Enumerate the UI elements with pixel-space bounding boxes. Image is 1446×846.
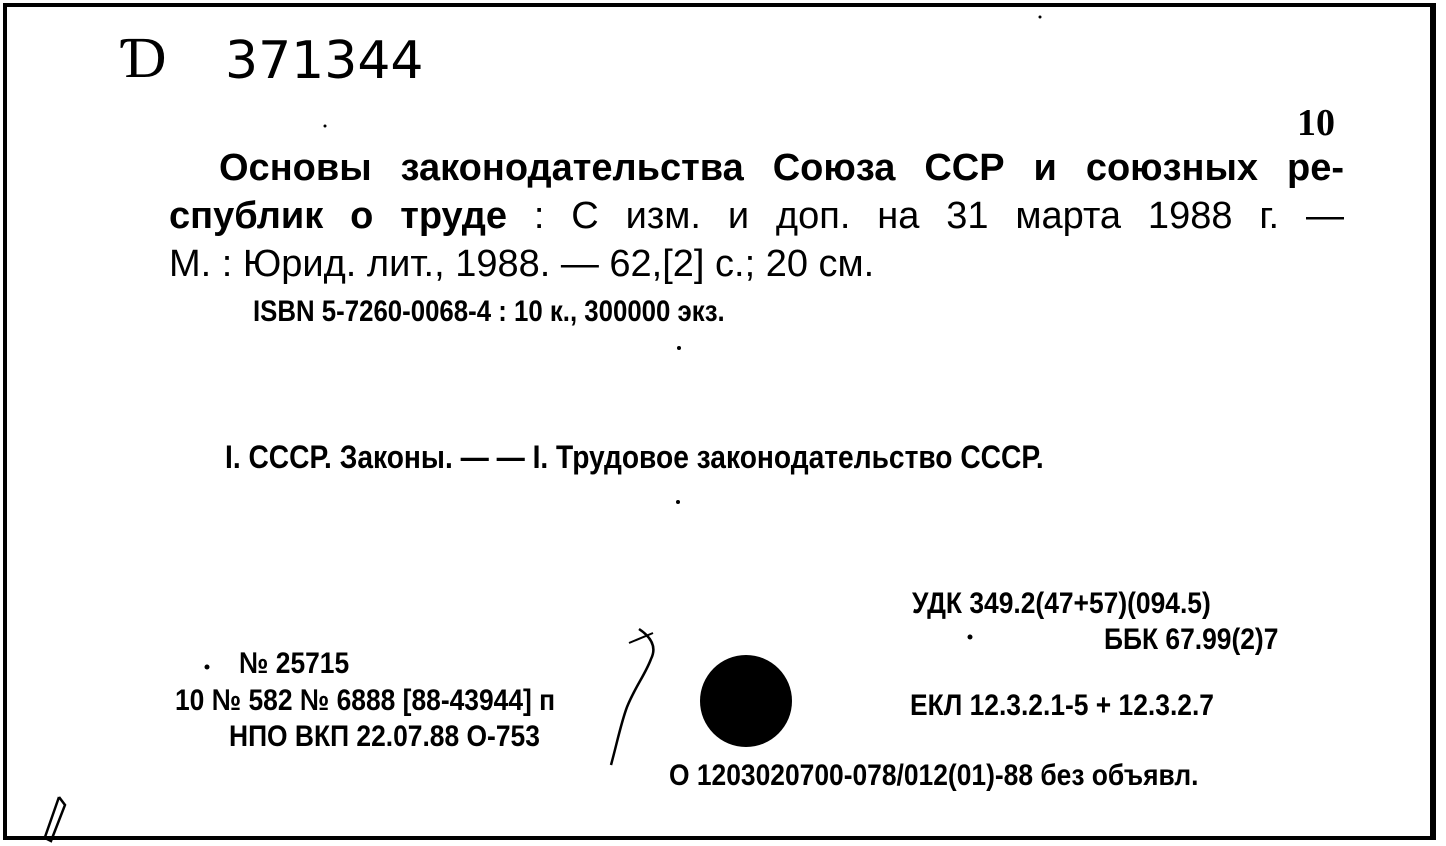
pencil-mark	[43, 797, 65, 841]
pen-stroke	[611, 629, 653, 765]
title-line-2	[169, 192, 1344, 240]
title-bold: спублик о труде	[169, 195, 507, 237]
speck	[324, 125, 327, 128]
price-code: О 1203020700-078/012(01)-88 без объявл.	[669, 759, 1199, 792]
edition-note: : С изм. и доп. на 31 марта 1988 г. —	[507, 195, 1344, 237]
speck	[677, 346, 681, 350]
printer-line: НПО ВКП 22.07.88 О-753	[229, 720, 540, 753]
subject-headings: I. СССР. Законы. — — I. Трудовое законодательство СССР.	[225, 439, 1044, 475]
stamp-number: 371344	[225, 31, 424, 91]
speck	[968, 635, 973, 640]
order-number: № 25715	[239, 647, 350, 680]
isbn-line: ISBN 5-7260-0068-4 : 10 к., 300000 экз.	[253, 295, 725, 328]
pen-stroke-tick	[629, 633, 653, 643]
catalog-card	[3, 3, 1436, 840]
print-numbers: 10 № 582 № 6888 [88-43944] п	[175, 684, 556, 717]
stamp-mark: Ɗ	[119, 25, 167, 90]
imprint-line: М. : Юрид. лит., 1988. — 62,[2] с.; 20 см.	[169, 243, 875, 285]
title-line-1: Основы законодательства Союза ССР и союзных ре-	[219, 147, 1344, 189]
bibliographic-description	[169, 144, 1344, 288]
speck	[205, 665, 210, 670]
speck	[676, 500, 680, 504]
ekl-code: ЕКЛ 12.3.2.1-5 + 12.3.2.7	[910, 689, 1214, 722]
speck	[1039, 16, 1042, 19]
bbk-code: ББК 67.99(2)7	[1104, 623, 1279, 656]
udk-code: УДК 349.2(47+57)(094.5)	[912, 587, 1211, 620]
ink-blot	[700, 655, 792, 747]
card-number: 10	[1297, 102, 1335, 144]
